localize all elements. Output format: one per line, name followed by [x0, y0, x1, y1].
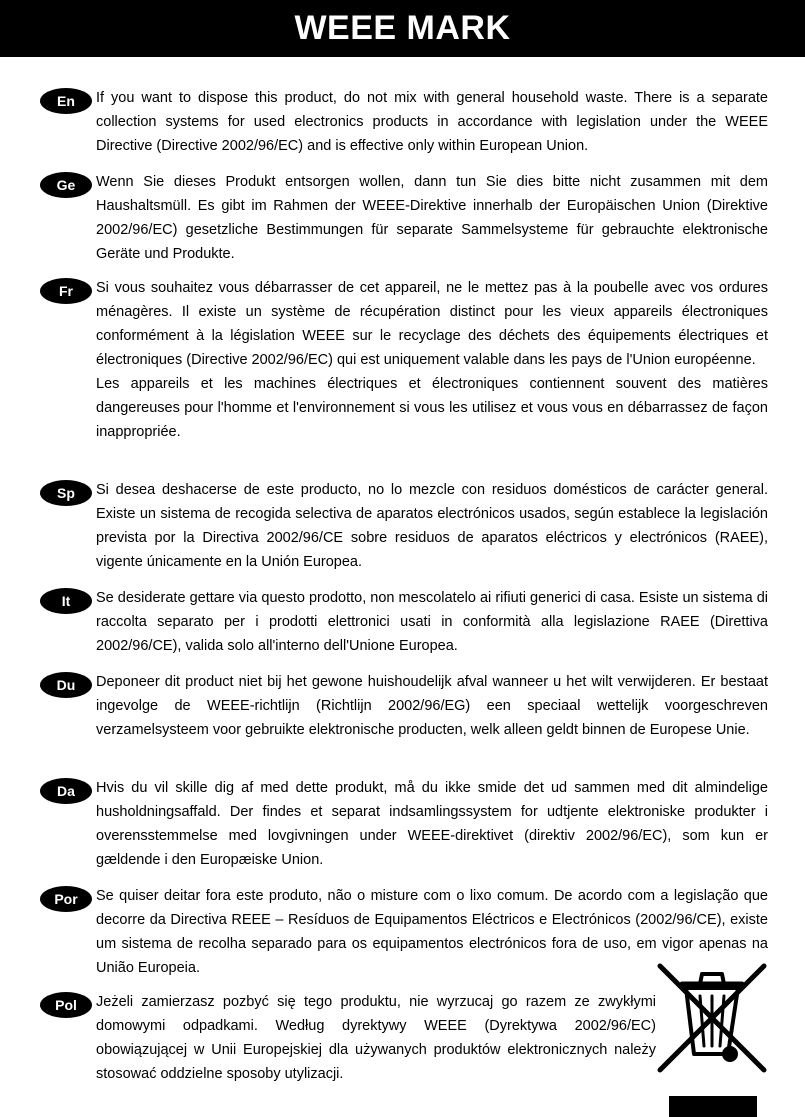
section-text: [96, 86, 768, 158]
paragraph: Deponeer dit product niet bij het gewone huishoudelijk afval wanneer u het wilt verwijderen. Er bestaat ingevolge de WEEE-richtlijn (Richtlijn 2002/96/EG) een speciaal wettelijk voorgeschreven verzamelsysteem voor gebruikte elektronische producten, welk alleen geldt binnen de Europese Unie.: [96, 674, 768, 738]
section-text: [96, 586, 768, 658]
paragraph: Les appareils et les machines électriques et électroniques contiennent souvent des matières dangereuses pour l'homme et l'environnement si vous les utilisez et vous vous en débarrassez de façon inappropriée.: [96, 376, 768, 440]
section-text: [96, 478, 768, 574]
language-badge-da: Da: [40, 778, 92, 804]
language-badge-ge: Ge: [40, 172, 92, 198]
section-text: [96, 990, 656, 1086]
paragraph: Se desiderate gettare via questo prodotto, non mescolatelo ai rifiuti generici di casa. Esiste un sistema di raccolta separato per i prodotti elettronici usati in conformità alla legislazione RAEE (Direttiva 2002/96/CE), valida solo all'interno dell'Unione Europea.: [96, 590, 768, 654]
paragraph: Hvis du vil skille dig af med dette produkt, må du ikke smide det ud sammen med dit almindelige husholdningsaffald. Der findes et separat indsamlingssystem for udtjente elektroniske produkter i overensstemmelse med lovgivningen under WEEE-direktivet (direktiv 2002/96/EC), som kun er gældende i den Europæiske Union.: [96, 780, 768, 868]
paragraph: Si desea deshacerse de este producto, no lo mezcle con residuos domésticos de carácter general. Existe un sistema de recogida selectiva de aparatos electrónicos usados, según establece la legislación prevista por la Directiva 2002/96/CE sobre residuos de aparatos eléctricos y electrónicos (RAEE), vigente únicamente en la Unión Europea.: [96, 482, 768, 570]
crossed-out-wheelie-bin-icon: [656, 962, 768, 1074]
language-badge-por: Por: [40, 886, 92, 912]
paragraph: Wenn Sie dieses Produkt entsorgen wollen, dann tun Sie dies bitte nicht zusammen mit dem Haushaltsmüll. Es gibt im Rahmen der WEEE-Direktive innerhalb der Europäischen Union (Direktive 2002/96/EC) gesetzliche Bestimmungen für separate Sammelsysteme für gebrauchte elektronische Geräte und Produkte.: [96, 174, 768, 262]
language-badge-en: En: [40, 88, 92, 114]
paragraph: If you want to dispose this product, do not mix with general household waste. There is a separate collection systems for used electronics products in accordance with legislation under the WEEE Directive (Directive 2002/96/EC) and is effective only within European Union.: [96, 90, 768, 154]
language-badge-du: Du: [40, 672, 92, 698]
section-text: [96, 276, 768, 444]
section-text: [96, 776, 768, 872]
language-badge-it: It: [40, 588, 92, 614]
weee-bin-underline-bar: [669, 1096, 757, 1117]
section-text: [96, 170, 768, 266]
page-header: [0, 0, 805, 57]
paragraph: Se quiser deitar fora este produto, não o misture com o lixo comum. De acordo com a legislação que decorre da Directiva REEE – Resíduos de Equipamentos Eléctricos e Electrónicos (2002/96/CE), existe um sistema de recolha separado para os equipamentos electrónicos fora de uso, em vigor apenas na União Europeia.: [96, 888, 768, 976]
language-badge-sp: Sp: [40, 480, 92, 506]
paragraph: Si vous souhaitez vous débarrasser de cet appareil, ne le mettez pas à la poubelle avec vos ordures ménagères. Il existe un système de récupération distinct pour les vieux appareils électroniques conformément à la législation WEEE sur le recyclage des déchets des équipements électriques et électroniques (Directive 2002/96/EC) qui est uniquement valable dans les pays de l'Union européenne.: [96, 280, 768, 368]
paragraph: Jeżeli zamierzasz pozbyć się tego produktu, nie wyrzucaj go razem ze zwykłymi domowymi odpadkami. Według dyrektywy WEEE (Dyrektywa 2002/96/EC) obowiązującej w Unii Europejskiej dla używanych produktów elektronicznych należy stosować oddzielne sposoby utylizacji.: [96, 994, 656, 1082]
page-title: WEEE MARK: [294, 9, 511, 47]
section-text: [96, 670, 768, 742]
language-badge-pol: Pol: [40, 992, 92, 1018]
language-badge-fr: Fr: [40, 278, 92, 304]
